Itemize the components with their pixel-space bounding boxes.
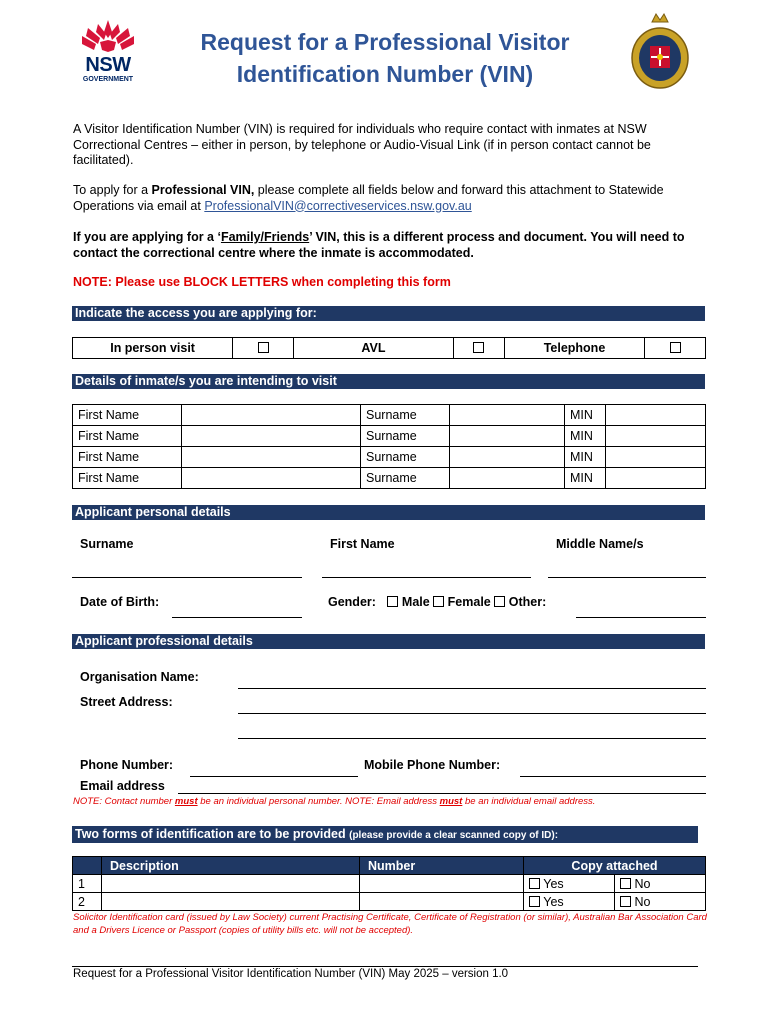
inmate-section-heading: Details of inmate/s you are intending to visit <box>72 374 705 389</box>
access-section-heading: Indicate the access you are applying for: <box>72 306 705 321</box>
street-field-label: Street Address: <box>80 695 173 709</box>
contact-note-must-1: must <box>174 796 198 807</box>
no-option[interactable] <box>615 875 706 893</box>
other-label: Other: <box>508 595 547 609</box>
page-title <box>150 26 620 90</box>
number-input[interactable] <box>360 893 524 911</box>
checkbox-icon <box>620 896 631 907</box>
street-input-line-2[interactable] <box>238 738 706 739</box>
row-number: 1 <box>73 875 102 893</box>
description-input[interactable] <box>102 893 360 911</box>
gender-field <box>328 595 546 609</box>
surname-label: Surname <box>361 447 450 468</box>
nsw-logo-text: NSW <box>85 54 131 76</box>
phone-field-label: Phone Number: <box>80 758 174 772</box>
middle-name-input-line[interactable] <box>548 577 706 578</box>
male-checkbox[interactable] <box>387 596 398 607</box>
email-input-line[interactable] <box>178 793 706 794</box>
surname-label: Surname <box>361 426 450 447</box>
min-label: MIN <box>565 426 606 447</box>
min-input[interactable] <box>606 447 706 468</box>
telephone-checkbox[interactable] <box>645 338 706 359</box>
contact-note-text-a: NOTE: Contact number <box>73 796 175 807</box>
intro-p3-text-b: ’ VIN, this is a different process and document. You will need to contact the correctional centre where the inmate is accommodated. <box>73 230 685 260</box>
inmate-row <box>73 405 706 426</box>
access-option-in-person: In person visit <box>73 338 233 359</box>
checkbox-icon <box>473 342 484 353</box>
identification-table-header <box>73 857 706 875</box>
yes-option[interactable] <box>524 875 615 893</box>
first-name-label: First Name <box>73 405 182 426</box>
description-input[interactable] <box>102 875 360 893</box>
inmate-row <box>73 468 706 489</box>
identification-heading-note: (please provide a clear scanned copy of ID): <box>349 830 559 841</box>
description-header: Description <box>102 857 360 875</box>
intro-p2-text-a: To apply for a <box>73 183 152 197</box>
org-input-line[interactable] <box>238 688 706 689</box>
footer-divider <box>72 966 698 967</box>
inmate-table <box>72 404 706 489</box>
no-option[interactable] <box>615 893 706 911</box>
contact-note-must-2: must <box>439 796 463 807</box>
yes-label: Yes <box>543 876 564 891</box>
waratah-icon <box>76 16 140 56</box>
intro-p2-bold: Professional VIN, <box>151 183 255 197</box>
checkbox-icon <box>620 878 631 889</box>
dob-field-label: Date of Birth: <box>80 595 160 609</box>
title-line-1: Request for a Professional Visitor <box>200 29 570 55</box>
surname-input-line[interactable] <box>72 577 302 578</box>
in-person-checkbox[interactable] <box>233 338 294 359</box>
access-option-avl: AVL <box>293 338 453 359</box>
row-number-header <box>73 857 102 875</box>
street-input-line-1[interactable] <box>238 713 706 714</box>
min-input[interactable] <box>606 468 706 489</box>
identification-heading-text: Two forms of identification are to be provided <box>75 827 346 841</box>
surname-field-label: Surname <box>80 537 134 551</box>
first-name-input[interactable] <box>182 426 361 447</box>
org-field-label: Organisation Name: <box>80 670 199 684</box>
footer-text: Request for a Professional Visitor Identification Number (VIN) May 2025 – version 1.0 <box>73 968 509 980</box>
nsw-government-logo <box>76 16 140 86</box>
mobile-field-label: Mobile Phone Number: <box>364 758 501 772</box>
first-name-input-line[interactable] <box>322 577 531 578</box>
first-name-input[interactable] <box>182 468 361 489</box>
surname-input[interactable] <box>450 447 565 468</box>
intro-paragraph-3 <box>73 230 705 261</box>
corrective-services-crest <box>630 12 690 90</box>
min-label: MIN <box>565 447 606 468</box>
yes-option[interactable] <box>524 893 615 911</box>
personal-section-heading: Applicant personal details <box>72 505 705 520</box>
dob-input-line[interactable] <box>172 617 302 618</box>
no-label: No <box>634 894 651 909</box>
intro-paragraph-1: A Visitor Identification Number (VIN) is required for individuals who require contact with inmates at NSW Correctional Centres – either in person, by telephone or Audio-Visual Link (if in person contact cannot be facilitated). <box>73 122 651 167</box>
female-label: Female <box>447 595 491 609</box>
first-name-input[interactable] <box>182 405 361 426</box>
copy-attached-header: Copy attached <box>524 857 706 875</box>
first-name-input[interactable] <box>182 447 361 468</box>
min-label: MIN <box>565 468 606 489</box>
male-label: Male <box>401 595 430 609</box>
identification-table <box>72 856 706 911</box>
middle-name-field-label: Middle Name/s <box>556 537 644 551</box>
surname-input[interactable] <box>450 468 565 489</box>
surname-label: Surname <box>361 405 450 426</box>
phone-input-line[interactable] <box>190 776 358 777</box>
surname-label: Surname <box>361 468 450 489</box>
identification-section-heading <box>72 826 698 843</box>
row-number: 2 <box>73 893 102 911</box>
intro-paragraph-2 <box>73 183 705 214</box>
inmate-row <box>73 447 706 468</box>
number-input[interactable] <box>360 875 524 893</box>
first-name-label: First Name <box>73 447 182 468</box>
surname-input[interactable] <box>450 426 565 447</box>
intro-p3-underlined: Family/Friends <box>220 230 310 244</box>
gender-label: Gender: <box>328 595 376 609</box>
email-link[interactable]: ProfessionalVIN@correctiveservices.nsw.gov.au <box>204 198 472 213</box>
block-letters-note: NOTE: Please use BLOCK LETTERS when completing this form <box>73 275 451 289</box>
intro-p3-text-a: If you are applying for a ‘ <box>73 230 221 244</box>
surname-input[interactable] <box>450 405 565 426</box>
checkbox-icon <box>529 878 540 889</box>
access-option-telephone: Telephone <box>504 338 644 359</box>
no-label: No <box>634 876 651 891</box>
mobile-input-line[interactable] <box>520 776 706 777</box>
first-name-label: First Name <box>73 426 182 447</box>
table-row <box>73 875 706 893</box>
contact-note-text-c: be an individual email address. <box>462 796 596 807</box>
female-checkbox[interactable] <box>433 596 444 607</box>
other-gender-input-line[interactable] <box>576 617 706 618</box>
table-row <box>73 893 706 911</box>
crest-icon <box>630 12 690 90</box>
first-name-field-label: First Name <box>330 537 395 551</box>
checkbox-icon <box>258 342 269 353</box>
email-field-label: Email address <box>80 779 165 793</box>
checkbox-icon <box>529 896 540 907</box>
contact-note <box>73 796 713 807</box>
checkbox-icon <box>670 342 681 353</box>
first-name-label: First Name <box>73 468 182 489</box>
access-table <box>72 337 706 359</box>
other-checkbox[interactable] <box>494 596 505 607</box>
min-input[interactable] <box>606 426 706 447</box>
inmate-row <box>73 426 706 447</box>
identification-note: Solicitor Identification card (issued by Law Society) current Practising Certificate, Certificate of Registration (or similar), Australian Bar Association Card and a Drivers Licence or Passport (copies of utility bills etc. will not be accepted). <box>73 912 707 936</box>
contact-note-text-b: be an individual personal number. NOTE: Email address <box>197 796 440 807</box>
yes-label: Yes <box>543 894 564 909</box>
avl-checkbox[interactable] <box>453 338 504 359</box>
min-input[interactable] <box>606 405 706 426</box>
intro-p2-text-b: please complete all fields below and forward this attachment to Statewide Operations via email at <box>73 183 664 213</box>
number-header: Number <box>360 857 524 875</box>
professional-section-heading: Applicant professional details <box>72 634 705 649</box>
title-line-2: Identification Number (VIN) <box>236 61 534 87</box>
min-label: MIN <box>565 405 606 426</box>
nsw-logo-subtext: GOVERNMENT <box>82 76 134 83</box>
